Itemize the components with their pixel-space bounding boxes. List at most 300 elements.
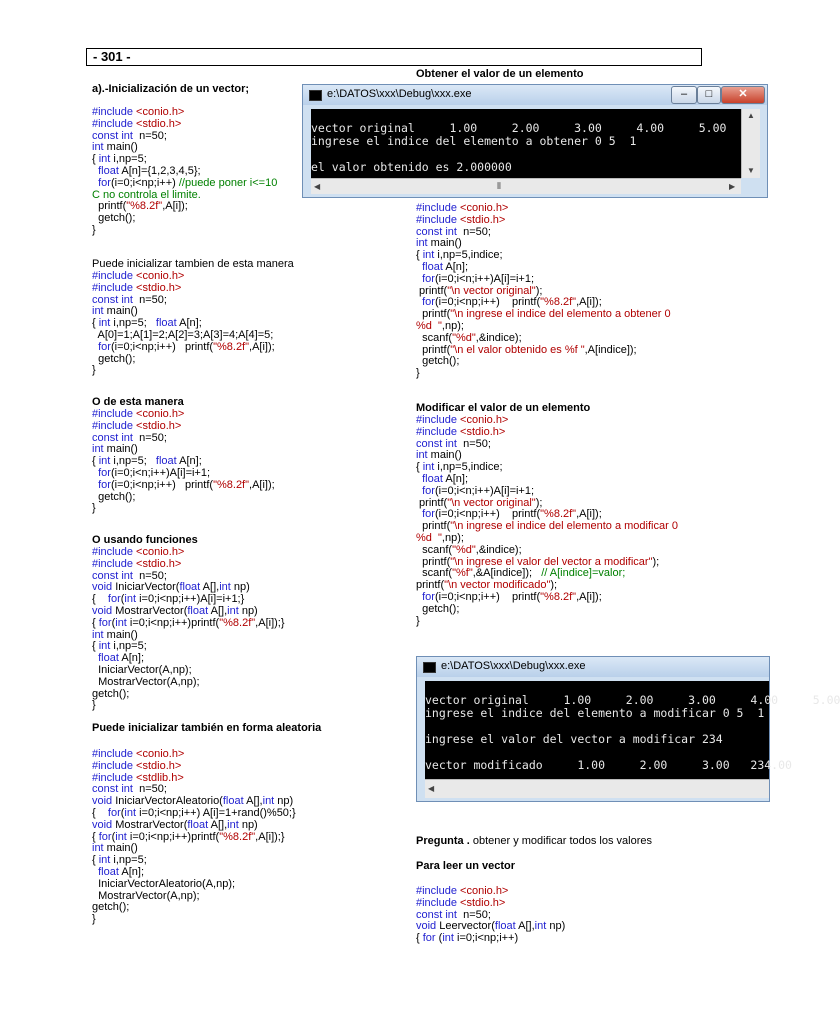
code-string: <conio.h> xyxy=(456,202,509,214)
code-text: ( xyxy=(120,806,125,819)
code-string: <conio.h> xyxy=(456,414,509,426)
code-text: ,A[i]);} xyxy=(255,830,285,843)
code-keyword: #include xyxy=(92,546,133,558)
code-text: ,A[i]); xyxy=(249,478,275,491)
code-text: n=50; xyxy=(132,569,167,582)
code-text: n=50; xyxy=(456,908,491,921)
console-app-icon xyxy=(423,662,436,673)
code-keyword: float xyxy=(422,260,443,273)
code-keyword: float xyxy=(179,581,201,594)
code-text: ,A[i]);} xyxy=(255,616,285,629)
code-keyword: #include xyxy=(416,213,457,226)
code-text: n=50; xyxy=(132,431,167,444)
code-line xyxy=(416,933,565,945)
code-text: { xyxy=(92,640,99,653)
code-text: printf( xyxy=(416,308,451,321)
code-text: ( xyxy=(120,593,125,606)
code-text: IniciarVector( xyxy=(112,581,180,594)
code-block-obtener xyxy=(416,203,671,380)
code-text: np) xyxy=(238,818,258,831)
code-text: printf( xyxy=(416,579,445,592)
code-text: { xyxy=(92,455,99,468)
console-line: el valor obtenido es 2.000000 xyxy=(311,160,512,174)
code-text: MostrarVector( xyxy=(112,818,188,831)
heading-inicializacion: a).-Inicialización de un vector; xyxy=(92,83,250,95)
code-text: } xyxy=(92,502,96,515)
code-keyword: for xyxy=(107,806,121,819)
code-keyword: int xyxy=(442,932,454,945)
scroll-down-icon[interactable]: ▼ xyxy=(747,166,755,175)
code-text: (i=0;i<np;i++) printf( xyxy=(110,340,214,353)
code-line xyxy=(92,914,296,926)
code-line xyxy=(92,225,277,237)
code-keyword: const int xyxy=(416,437,457,450)
code-keyword: #include xyxy=(416,202,457,214)
code-keyword: float xyxy=(98,865,119,878)
code-text: main() xyxy=(427,237,462,250)
vertical-scrollbar[interactable] xyxy=(741,109,760,178)
code-string: "%8.2f" xyxy=(540,508,577,521)
code-line xyxy=(92,365,275,377)
code-keyword: float xyxy=(155,455,177,468)
code-keyword: int xyxy=(98,153,111,166)
code-text: ,A[i]); xyxy=(576,590,602,603)
code-text: getch(); xyxy=(92,352,136,365)
code-text: ( xyxy=(111,830,116,843)
code-text: MostrarVector(A,np); xyxy=(92,889,200,902)
code-keyword: const int xyxy=(92,569,133,582)
code-text: ); xyxy=(535,284,543,297)
code-text: i,np=5; xyxy=(110,640,147,653)
code-text: main() xyxy=(103,141,138,154)
code-text: ,&indice); xyxy=(475,331,522,344)
code-keyword: for xyxy=(98,616,112,629)
code-keyword: float xyxy=(422,472,443,485)
code-text: printf( xyxy=(416,343,451,356)
code-string: "%8.2f" xyxy=(219,616,256,629)
console-app-icon xyxy=(309,90,322,101)
code-string: <stdio.h> xyxy=(132,759,182,772)
code-string: "%8.2f" xyxy=(213,340,250,353)
code-text: ); xyxy=(550,579,558,592)
code-text: } xyxy=(416,367,420,380)
code-text: { xyxy=(416,249,423,262)
code-keyword: int xyxy=(416,237,428,250)
code-string: %d " xyxy=(416,531,442,544)
console-line: vector original 1.00 2.00 3.00 4.00 5.00 xyxy=(311,121,727,135)
code-text: getch(); xyxy=(92,490,136,503)
code-text: A[0]=1;A[1]=2;A[2]=3;A[3]=4;A[4]=5; xyxy=(92,328,274,341)
code-block-init-1 xyxy=(92,107,277,237)
code-keyword: void xyxy=(92,581,113,594)
code-text: getch(); xyxy=(416,355,460,368)
code-keyword: float xyxy=(155,317,177,330)
code-keyword: for xyxy=(98,176,111,189)
code-text: A[n]={1,2,3,4,5}; xyxy=(118,164,201,177)
scroll-left-icon[interactable]: ◀ xyxy=(314,182,321,191)
code-keyword: float xyxy=(187,604,209,617)
code-text: n=50; xyxy=(132,129,167,142)
code-text: MostrarVector(A,np); xyxy=(92,675,200,688)
code-string: "\n ingrese el valor del vector a modificar" xyxy=(450,555,653,568)
code-keyword: for xyxy=(98,340,111,353)
code-block-functions xyxy=(92,547,285,712)
code-keyword: #include xyxy=(92,408,133,420)
code-text: A[n]; xyxy=(442,472,468,485)
code-keyword: int xyxy=(115,830,127,843)
code-text: A[], xyxy=(243,795,263,808)
code-text: (i=0;i<n;i++)A[i]=i+1; xyxy=(110,466,211,479)
code-keyword: const int xyxy=(416,225,457,238)
code-keyword: int xyxy=(92,842,104,855)
code-keyword: int xyxy=(227,604,239,617)
code-block-modificar xyxy=(416,415,678,627)
code-string: "%8.2f" xyxy=(540,296,577,309)
code-keyword: for xyxy=(98,478,111,491)
code-text: scanf( xyxy=(416,567,453,580)
code-text: main() xyxy=(103,842,138,855)
code-keyword: int xyxy=(262,795,275,808)
code-text: A[], xyxy=(515,920,535,933)
code-line xyxy=(92,689,285,701)
code-keyword: const int xyxy=(92,783,133,796)
code-text: i,np=5,indice; xyxy=(434,461,503,474)
console-line: vector original 1.00 2.00 3.00 4.00 5.00 xyxy=(425,693,840,707)
code-text: i,np=5; xyxy=(110,455,156,468)
code-keyword: #include xyxy=(416,896,457,909)
code-text: } xyxy=(416,614,420,627)
code-keyword: for xyxy=(422,508,435,521)
code-text: A[n]; xyxy=(176,455,202,468)
code-block-random xyxy=(92,749,296,926)
code-string: <stdio.h> xyxy=(132,557,182,570)
code-text: ( xyxy=(435,932,443,945)
minimize-button[interactable]: – xyxy=(671,86,697,104)
code-text: { xyxy=(92,317,99,330)
code-text: main() xyxy=(103,628,138,641)
code-text: n=50; xyxy=(456,225,491,238)
code-text: { xyxy=(92,830,99,843)
code-line xyxy=(416,604,678,616)
code-text: { xyxy=(92,593,108,606)
code-line xyxy=(416,356,671,368)
code-keyword: int xyxy=(92,443,104,456)
code-string: <conio.h> xyxy=(132,106,185,118)
code-text: getch(); xyxy=(416,602,460,615)
code-text: (i=0;i<n;i++)A[i]=i+1; xyxy=(434,272,535,285)
code-keyword: #include xyxy=(92,759,133,772)
code-keyword: int xyxy=(124,593,137,606)
window-titlebar xyxy=(303,85,767,105)
code-text: scanf( xyxy=(416,331,453,344)
code-text: i,np=5,indice; xyxy=(434,249,503,262)
code-text: ,A[indice]); xyxy=(584,343,637,356)
code-text: ,A[i]); xyxy=(576,296,602,309)
code-keyword: float xyxy=(494,920,516,933)
code-string: "%d" xyxy=(452,543,476,556)
code-keyword: const int xyxy=(92,431,133,444)
code-keyword: for xyxy=(422,296,435,309)
code-block-leer xyxy=(416,886,565,945)
code-string: <conio.h> xyxy=(132,270,185,282)
code-keyword: #include xyxy=(416,425,457,438)
code-text: { xyxy=(92,153,99,166)
code-text: { xyxy=(92,616,99,629)
code-keyword: int xyxy=(92,141,104,154)
code-text: ,A[i]); xyxy=(162,200,188,213)
code-keyword: for xyxy=(422,932,436,945)
code-text: ); xyxy=(535,496,543,509)
code-text: ,&A[indice]); xyxy=(472,567,542,580)
window-titlebar xyxy=(417,657,769,677)
code-text: i=0;i<np;i++)A[i]=i+1;} xyxy=(136,593,245,606)
code-text: ,A[i]); xyxy=(249,340,275,353)
heading-de-esta-manera: O de esta manera xyxy=(92,396,184,408)
code-string: "%8.2f" xyxy=(213,478,250,491)
code-text: { xyxy=(416,932,423,945)
code-string: "%8.2f" xyxy=(540,590,577,603)
code-text: ,np); xyxy=(441,319,464,332)
heading-modificar: Modificar el valor de un elemento xyxy=(416,402,591,414)
code-string: <stdio.h> xyxy=(132,117,182,130)
code-text: printf( xyxy=(416,496,448,509)
code-keyword: #include xyxy=(92,557,133,570)
code-text: A[], xyxy=(208,604,228,617)
code-string: "\n vector modificado" xyxy=(444,579,551,592)
code-text: Leervector( xyxy=(436,920,495,933)
code-keyword: #include xyxy=(92,117,133,130)
code-string: "%8.2f" xyxy=(126,200,163,213)
code-text: printf( xyxy=(416,555,451,568)
code-line xyxy=(92,354,275,366)
code-keyword: int xyxy=(92,628,104,641)
code-string: %d " xyxy=(416,319,442,332)
code-text: (i=0;i<np;i++) printf( xyxy=(434,296,541,309)
code-keyword: #include xyxy=(416,414,457,426)
code-text: i=0;i<np;i++)printf( xyxy=(126,616,220,629)
code-text: i=0;i<np;i++)printf( xyxy=(126,830,220,843)
code-text: A[], xyxy=(208,818,228,831)
code-text: A[n]; xyxy=(176,317,202,330)
maximize-button[interactable]: □ xyxy=(697,86,721,104)
code-keyword: float xyxy=(98,164,119,177)
code-string: "\n ingrese el indice del elemento a modificar 0 xyxy=(450,520,678,533)
code-text: main() xyxy=(427,449,462,462)
code-text: (i=0;i<np;i++) xyxy=(110,176,179,189)
code-keyword: float xyxy=(98,652,119,665)
code-string: "\n vector original" xyxy=(447,284,536,297)
heading-aleatoria: Puede inicializar también en forma aleatoria xyxy=(92,722,322,734)
code-string: <stdio.h> xyxy=(456,213,506,226)
code-keyword: int xyxy=(534,920,547,933)
close-button[interactable]: ✕ xyxy=(721,86,765,104)
console-output xyxy=(311,109,741,178)
code-keyword: #include xyxy=(92,270,133,282)
code-text: { xyxy=(416,461,423,474)
code-text: getch(); xyxy=(92,901,130,914)
code-keyword: int xyxy=(92,305,104,318)
code-text: printf( xyxy=(416,520,451,533)
code-text: getch(); xyxy=(92,687,130,700)
code-string: <stdio.h> xyxy=(132,281,182,294)
code-line xyxy=(92,503,275,515)
code-text: IniciarVector(A,np); xyxy=(92,663,192,676)
heading-usando-funciones: O usando funciones xyxy=(92,534,198,546)
code-text: } xyxy=(92,913,96,926)
code-text: np) xyxy=(238,604,258,617)
code-text: ( xyxy=(111,616,116,629)
code-block-init-2 xyxy=(92,271,275,377)
console-line: ingrese el valor del vector a modificar 234 xyxy=(425,732,723,746)
code-string: "%f" xyxy=(452,567,473,580)
console-output xyxy=(425,681,840,779)
code-string: <conio.h> xyxy=(132,748,185,760)
heading-leer-vector: Para leer un vector xyxy=(416,860,516,872)
code-keyword: void xyxy=(92,795,113,808)
horizontal-scrollbar[interactable] xyxy=(311,178,741,194)
code-string: "%8.2f" xyxy=(219,830,256,843)
code-text: printf( xyxy=(416,284,448,297)
code-keyword: float xyxy=(187,818,209,831)
console-line: ingrese el indice del elemento a obtener 0 5 1 xyxy=(311,134,637,148)
code-keyword: int xyxy=(124,806,137,819)
code-text: i,np=5; xyxy=(110,317,156,330)
code-text: np) xyxy=(274,795,294,808)
code-comment: // A[indice]=valor; xyxy=(541,567,626,580)
code-text: i=0;i<np;i++) xyxy=(453,932,519,945)
scroll-left-icon[interactable]: ◀ xyxy=(428,784,435,793)
pregunta-label: Pregunta . xyxy=(416,835,470,847)
code-text: (i=0;i<n;i++)A[i]=i+1; xyxy=(434,484,535,497)
code-text: getch(); xyxy=(92,212,136,225)
code-keyword: const int xyxy=(416,908,457,921)
code-keyword: #include xyxy=(92,419,133,432)
code-text: scanf( xyxy=(416,543,453,556)
code-text: i,np=5; xyxy=(110,153,147,166)
code-keyword: int xyxy=(422,249,435,262)
page-number: - 301 - xyxy=(93,49,131,64)
code-string: "\n ingrese el indice del elemento a obtener 0 xyxy=(450,308,671,321)
code-keyword: int xyxy=(416,449,428,462)
code-string: <stdlib.h> xyxy=(132,771,184,784)
code-keyword: void xyxy=(92,818,113,831)
code-text: } xyxy=(92,223,96,236)
code-text: main() xyxy=(103,305,138,318)
code-text: IniciarVectorAleatorio(A,np); xyxy=(92,877,236,890)
code-text: n=50; xyxy=(132,293,167,306)
pregunta-line xyxy=(416,836,652,848)
code-keyword: const int xyxy=(92,293,133,306)
code-string: "\n vector original" xyxy=(447,496,536,509)
horizontal-scrollbar[interactable] xyxy=(425,779,769,798)
code-keyword: float xyxy=(222,795,244,808)
code-keyword: for xyxy=(422,484,435,497)
code-text: ,A[i]); xyxy=(576,508,602,521)
code-string: <conio.h> xyxy=(132,408,185,420)
scroll-right-icon[interactable]: ▶ xyxy=(729,182,736,191)
code-text: } xyxy=(92,364,96,377)
code-text: i,np=5; xyxy=(110,854,147,867)
code-keyword: for xyxy=(98,830,112,843)
code-keyword: #include xyxy=(416,885,457,897)
code-text: n=50; xyxy=(132,783,167,796)
code-comment: //puede poner i<=10 xyxy=(178,176,278,189)
console-window-modificar xyxy=(416,656,840,802)
code-text: ); xyxy=(652,555,660,568)
code-keyword: #include xyxy=(92,106,133,118)
code-text: A[], xyxy=(200,581,220,594)
code-keyword: const int xyxy=(92,129,133,142)
code-keyword: int xyxy=(115,616,127,629)
scroll-up-icon[interactable]: ▲ xyxy=(747,111,755,120)
code-string: <conio.h> xyxy=(456,885,509,897)
code-keyword: int xyxy=(219,581,231,594)
code-string: <stdio.h> xyxy=(456,425,506,438)
code-line xyxy=(92,700,285,712)
code-text: { xyxy=(92,854,99,867)
console-line: vector modificado 1.00 2.00 3.00 234.00 xyxy=(425,758,792,772)
code-text: np) xyxy=(546,920,566,933)
code-string: "\n el valor obtenido es %f " xyxy=(450,343,585,356)
code-keyword: int xyxy=(98,317,111,330)
code-text: (i=0;i<np;i++) printf( xyxy=(434,590,541,603)
code-text: (i=0;i<np;i++) printf( xyxy=(110,478,214,491)
window-title: e:\DATOS\xxx\Debug\xxx.exe xyxy=(441,660,586,672)
code-line xyxy=(416,616,678,628)
code-keyword: #include xyxy=(92,281,133,294)
scroll-thumb-grip-icon[interactable]: ⦀ xyxy=(497,181,501,191)
code-text: A[n]; xyxy=(118,865,144,878)
code-line xyxy=(416,368,671,380)
code-text: A[n]; xyxy=(442,260,468,273)
code-keyword: int xyxy=(98,854,111,867)
code-line xyxy=(92,492,275,504)
window-title: e:\DATOS\xxx\Debug\xxx.exe xyxy=(327,88,472,100)
code-comment: C no controla el limite. xyxy=(92,188,201,201)
code-string: "%d" xyxy=(452,331,476,344)
code-text: ,np); xyxy=(441,531,464,544)
code-text: A[n]; xyxy=(118,652,144,665)
code-keyword: #include xyxy=(92,748,133,760)
page-header-box xyxy=(86,48,702,66)
code-text: n=50; xyxy=(456,437,491,450)
code-keyword: int xyxy=(98,640,111,653)
code-block-init-3 xyxy=(92,409,275,515)
heading-otra-manera: Puede inicializar tambien de esta manera xyxy=(92,258,294,270)
code-keyword: int xyxy=(98,455,111,468)
code-keyword: int xyxy=(422,461,435,474)
code-string: <stdio.h> xyxy=(456,896,506,909)
code-text: } xyxy=(92,699,96,712)
console-line: ingrese el indice del elemento a modificar 0 5 1 xyxy=(425,706,765,720)
code-text: printf( xyxy=(92,200,127,213)
code-keyword: for xyxy=(422,590,435,603)
code-text: MostrarVector( xyxy=(112,604,188,617)
code-text: { xyxy=(92,806,108,819)
code-keyword: int xyxy=(227,818,239,831)
pregunta-text: obtener y modificar todos los valores xyxy=(469,835,652,847)
code-text: IniciarVectorAleatorio( xyxy=(112,795,223,808)
code-string: <stdio.h> xyxy=(132,419,182,432)
heading-obtener: Obtener el valor de un elemento xyxy=(416,68,584,80)
code-keyword: for xyxy=(107,593,121,606)
code-keyword: void xyxy=(92,604,113,617)
code-text: i=0;i<np;i++) A[i]=1+rand()%50;} xyxy=(136,806,296,819)
code-keyword: for xyxy=(422,272,435,285)
code-line xyxy=(92,213,277,225)
code-keyword: for xyxy=(98,466,111,479)
code-text: ,&indice); xyxy=(475,543,522,556)
